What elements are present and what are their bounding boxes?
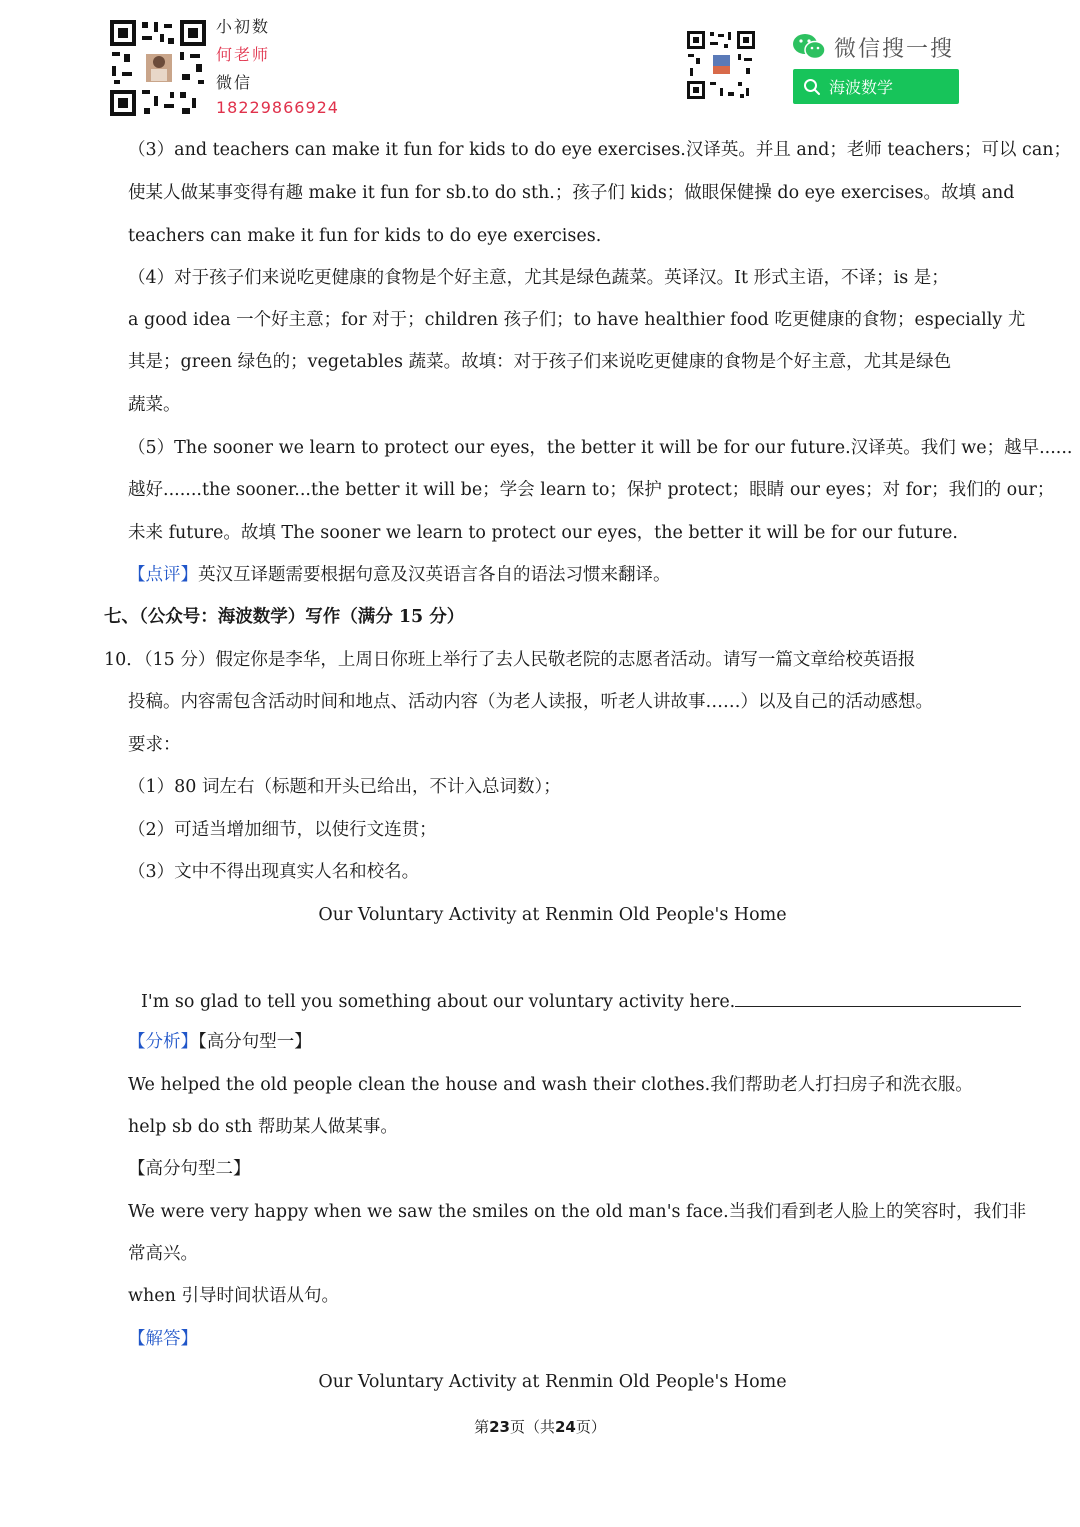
search-icon (803, 78, 821, 96)
analysis-heading-2: 【高分句型二】 (128, 1159, 251, 1179)
analysis-note-1: help sb do sth 帮助某人做某事。 (128, 1117, 398, 1137)
footer-suffix: 页） (575, 1418, 606, 1436)
comment-text: 英汉互译题需要根据句意及汉英语言各自的语法习惯来翻译。 (198, 565, 671, 585)
wechat-logo-icon (792, 32, 826, 62)
analysis-sentence-2b: 常高兴。 (128, 1244, 198, 1264)
handwritten-phone: 18229866924 (216, 98, 339, 117)
answer-line-4-2: a good idea 一个好主意；for 对于；children 孩子们；to have healthier food 吃更健康的食物；especially 尤 (128, 310, 1026, 330)
requirement-1: （1）80 词左右（标题和开头已给出，不计入总词数）； (128, 777, 561, 797)
question-line-1: 10．（15 分）假定你是李华，上周日你班上举行了去人民敬老院的志愿者活动。请写一篇文章给校英语报 (104, 650, 916, 670)
analysis-sentence-2a: We were very happy when we saw the smiles on the old man's face.当我们看到老人脸上的笑容时，我们非 (128, 1202, 1027, 1222)
answer-line-4-4: 蔬菜。 (128, 395, 181, 415)
answer-line-4-1: （4）对于孩子们来说吃更健康的食物是个好主意，尤其是绿色蔬菜。英译汉。It 形式主语，不译；is 是； (128, 268, 949, 288)
analysis-heading (128, 1030, 312, 1054)
answer-line-4-3: 其是；green 绿色的；vegetables 蔬菜。故填：对于孩子们来说吃更健康的食物是个好主意，尤其是绿色 (128, 352, 952, 372)
answer-line-3-1: （3）and teachers can make it fun for kids to do eye exercises.汉译英。并且 and；老师 teachers；可以 can； (128, 140, 1072, 160)
footer-middle: 页（共 (509, 1418, 555, 1436)
answer-tag: 【解答】 (128, 1329, 198, 1349)
comment-line (128, 563, 671, 587)
answer-blank[interactable] (735, 988, 1021, 1007)
comment-tag: 【点评】 (128, 565, 198, 585)
answer-line-5-1: （5）The sooner we learn to protect our eyes，the better it will be for our future.汉译英。我们 we；越早...... (128, 438, 1073, 458)
handwritten-line-1: 小初数 (216, 17, 271, 36)
analysis-tag: 【分析】 (128, 1032, 198, 1052)
handwritten-line-3: 微信 (216, 73, 253, 92)
qr-code-left (108, 18, 208, 118)
footer-prefix: 第 (474, 1418, 490, 1436)
answer-line-3-2: 使某人做某事变得有趣 make it fun for sb.to do sth.；孩子们 kids；做眼保健操 do eye exercises。故填 and (128, 183, 1015, 203)
answer-essay-title: Our Voluntary Activity at Renmin Old People's Home (318, 1372, 787, 1392)
search-button-label: 海波数学 (829, 78, 894, 97)
requirement-2: （2）可适当增加细节，以使行文连贯； (128, 820, 437, 840)
analysis-note-2: when 引导时间状语从句。 (128, 1286, 339, 1306)
page-footer (0, 1416, 1080, 1437)
essay-opening: I'm so glad to tell you something about our voluntary activity here. (141, 992, 736, 1012)
essay-opening-line (141, 988, 1021, 1014)
page-header (0, 14, 1080, 120)
answer-line-5-2: 越好.......the sooner...the better it will be；学会 learn to；保护 protect；眼睛 our eyes；对 for；我们的 our； (128, 480, 1055, 500)
question-line-2: 投稿。内容需包含活动时间和地点、活动内容（为老人读报，听老人讲故事……）以及自己的活动感想。 (128, 692, 933, 712)
footer-page-number: 23 (489, 1418, 510, 1436)
qr-code-right (686, 30, 756, 100)
section-title: 七、（公众号：海波数学）写作（满分 15 分） (104, 607, 465, 627)
answer-line-5-3: 未来 future。故填 The sooner we learn to protect our eyes，the better it will be for our future. (128, 523, 958, 543)
question-requirements-label: 要求： (128, 735, 181, 755)
requirement-3: （3）文中不得出现真实人名和校名。 (128, 862, 420, 882)
analysis-sentence-1: We helped the old people clean the house and wash their clothes.我们帮助老人打扫房子和洗衣服。 (128, 1075, 973, 1095)
haibo-math-search-button[interactable] (793, 69, 959, 104)
wechat-search-brand (792, 30, 954, 64)
footer-total-pages: 24 (555, 1418, 576, 1436)
wechat-search-label: 微信搜一搜 (834, 36, 955, 62)
handwritten-line-2: 何老师 (216, 45, 271, 64)
analysis-heading-1: 【高分句型一】 (198, 1032, 312, 1052)
essay-title: Our Voluntary Activity at Renmin Old People's Home (318, 905, 787, 925)
answer-line-3-3: teachers can make it fun for kids to do eye exercises. (128, 226, 602, 246)
